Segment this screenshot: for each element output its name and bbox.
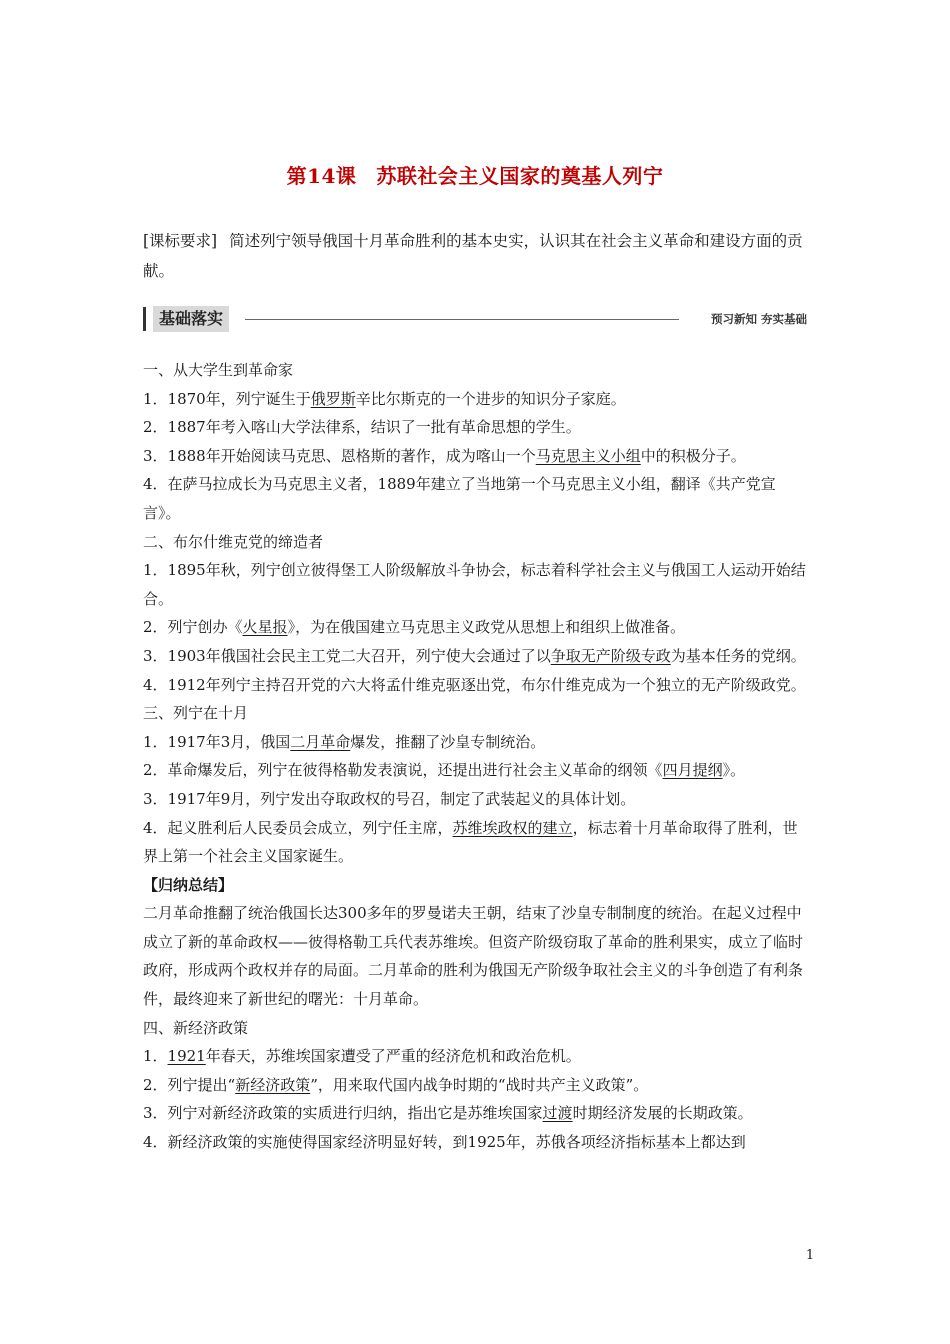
curriculum-requirement [143, 226, 811, 286]
fill-answer: 苏维埃政权的建立 [452, 818, 573, 837]
list-item: 2．1887年考入喀山大学法律系，结识了一批有革命思想的学生。 [143, 418, 581, 437]
list-item: 2．列宁创办《火星报》，为在俄国建立马克思主义政党从思想上和组织上做准备。 [143, 618, 686, 637]
list-item: 3．1917年9月，列宁发出夺取政权的号召，制定了武装起义的具体计划。 [143, 789, 636, 808]
fill-answer: 俄罗斯 [310, 389, 356, 408]
list-item: 1．1917年3月，俄国二月革命爆发，推翻了沙皇专制统治。 [143, 732, 546, 751]
section-heading: 二、布尔什维克党的缔造者 [143, 532, 324, 551]
fill-answer: 过渡 [542, 1104, 573, 1123]
fill-answer: 四月提纲 [662, 761, 723, 780]
list-item: 4．在萨马拉成长为马克思主义者，1889年建立了当地第一个马克思主义小组，翻译《共产党宣言》。 [143, 475, 776, 522]
content-body [143, 356, 811, 1157]
fill-answer: 二月革命 [290, 732, 351, 751]
list-item: 3．1888年开始阅读马克思、恩格斯的著作，成为喀山一个马克思主义小组中的积极分子。 [143, 446, 746, 465]
list-item: 1．1921年春天，苏维埃国家遭受了严重的经济危机和政治危机。 [143, 1047, 581, 1066]
section-label: 基础落实 [153, 306, 229, 332]
list-item: 4．新经济政策的实施使得国家经济明显好转，到1925年，苏俄各项经济指标基本上都达到 [143, 1133, 746, 1152]
page-number: 1 [805, 1248, 815, 1263]
section-stripe [143, 307, 146, 331]
requirement-text: 简述列宁领导俄国十月革命胜利的基本史实，认识其在社会主义革命和建设方面的贡献。 [143, 232, 803, 280]
fill-answer: 1921 [167, 1047, 206, 1066]
section-heading: 一、从大学生到革命家 [143, 361, 294, 379]
list-item: 1．1895年秋，列宁创立彼得堡工人阶级解放斗争协会，标志着科学社会主义与俄国工人运动开始结合。 [143, 561, 806, 608]
list-item: 3．列宁对新经济政策的实质进行归纳，指出它是苏维埃国家过渡时期经济发展的长期政策。 [143, 1104, 753, 1123]
list-item: 4．起义胜利后人民委员会成立，列宁任主席，苏维埃政权的建立，标志着十月革命取得了胜利，世界上第一个社会主义国家诞生。 [143, 818, 798, 866]
requirement-tag: [课标要求] [143, 232, 218, 250]
fill-answer: 火星报 [242, 618, 288, 637]
section-subtitle: 预习新知 夯实基础 [710, 312, 807, 326]
list-item: 1．1870年，列宁诞生于俄罗斯辛比尔斯克的一个进步的知识分子家庭。 [143, 389, 626, 408]
page-title [0, 160, 950, 189]
lesson-number: 第14课 [286, 164, 357, 188]
list-item: 2．列宁提出“新经济政策”，用来取代国内战争时期的“战时共产主义政策”。 [143, 1075, 649, 1094]
summary-heading: 【归纳总结】 [143, 875, 234, 894]
section-divider [245, 319, 679, 320]
summary-text: 二月革命推翻了统治俄国长达300多年的罗曼诺夫王朝，结束了沙皇专制制度的统治。在起义过程中成立了新的革命政权——彼得格勒工兵代表苏维埃。但资产阶级窃取了革命的胜利果实，成立了临时政府，形成两个政权并存的局面。二月革命的胜利为俄国无产阶级争取社会主义的斗争创造了有利条件，最终迎来了新世纪的曙光：十月革命。 [143, 904, 804, 1009]
section-heading: 四、新经济政策 [143, 1018, 249, 1037]
list-item: 2．革命爆发后，列宁在彼得格勒发表演说，还提出进行社会主义革命的纲领《四月提纲》。 [143, 761, 746, 780]
fill-answer: 新经济政策 [235, 1075, 311, 1094]
lesson-name: 苏联社会主义国家的奠基人列宁 [376, 164, 664, 188]
list-item: 4．1912年列宁主持召开党的六大将孟什维克驱逐出党，布尔什维克成为一个独立的无产阶级政党。 [143, 675, 806, 694]
section-heading: 三、列宁在十月 [143, 704, 249, 723]
list-item: 3．1903年俄国社会民主工党二大召开，列宁使大会通过了以争取无产阶级专政为基本任务的党纲。 [143, 646, 806, 665]
fill-answer: 马克思主义小组 [535, 446, 641, 465]
fill-answer: 争取无产阶级专政 [550, 646, 671, 665]
section-header [143, 305, 811, 333]
